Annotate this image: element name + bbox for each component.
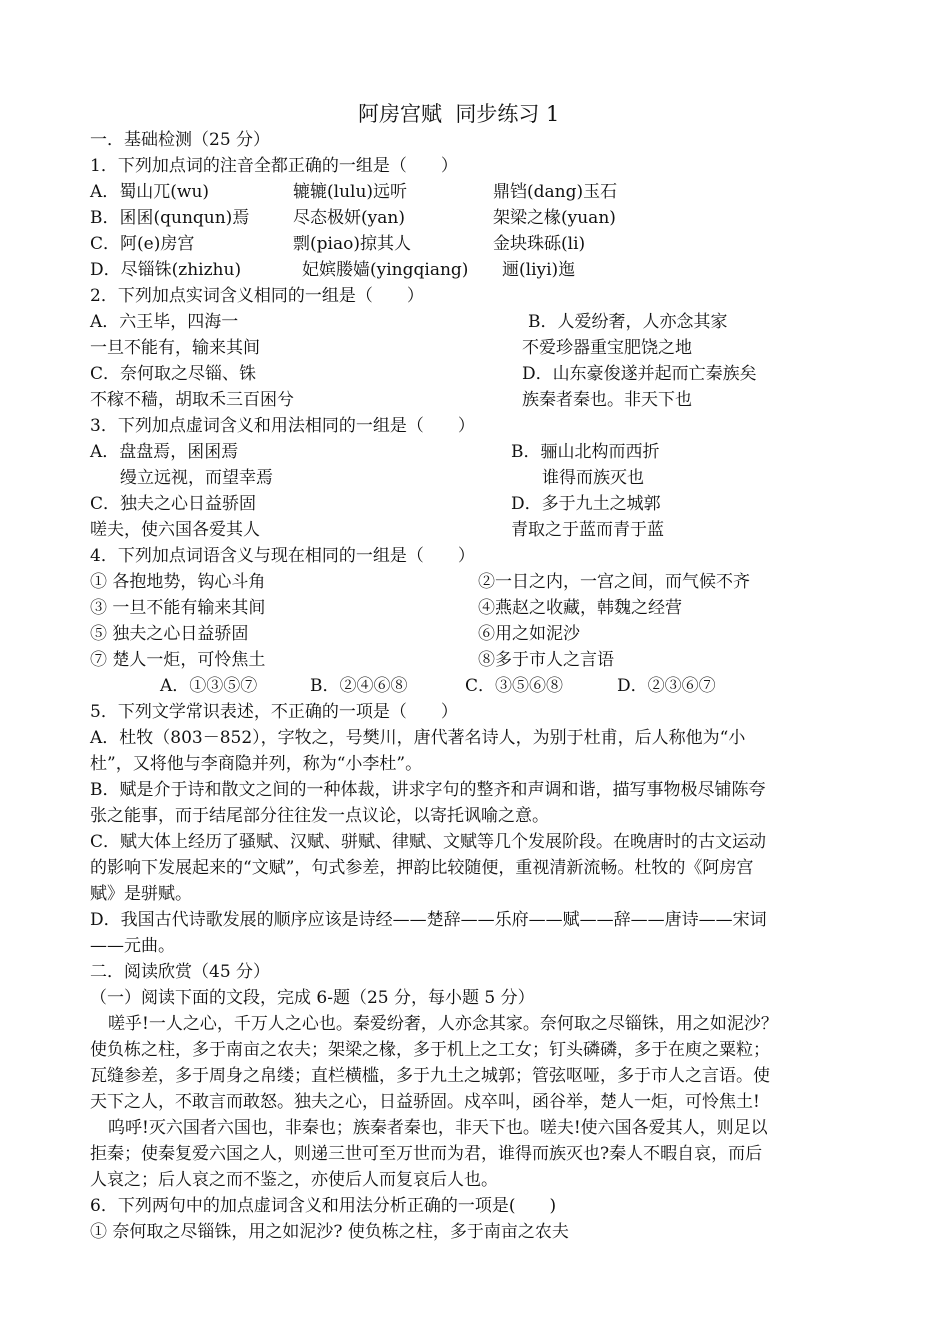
text-segment: 1．下列加点词的注音全都正确的一组是（ ） (90, 156, 458, 176)
text-segment: D．②③⑥⑦ (617, 676, 716, 696)
text-segment: C．奈何取之尽锱、铢 (90, 364, 257, 384)
text-segment: 6．下列两句中的加点虚词含义和用法分析正确的一项是( ) (90, 1196, 557, 1216)
text-segment: A．蜀山兀(wu) (90, 182, 210, 202)
text-segment: 一旦不能有，输来其间 (90, 338, 260, 358)
text-line (0, 1011, 950, 1037)
text-segment: 杜”，又将他与李商隐并列，称为“小李杜”。 (90, 754, 423, 774)
text-line (0, 803, 950, 829)
text-segment: ③ 一旦不能有输来其间 (90, 598, 266, 618)
text-line (0, 751, 950, 777)
text-segment: 嗟乎!一人之心，千万人之心也。秦爱纷奢，人亦念其家。奈何取之尽锱铢，用之如泥沙？ (108, 1014, 778, 1034)
text-line (0, 413, 950, 439)
text-line (0, 1219, 950, 1245)
text-segment: 青取之于蓝而青于蓝 (511, 520, 664, 540)
text-line (0, 283, 950, 309)
text-segment: 鼎铛(dang)玉石 (493, 182, 618, 202)
text-segment: 一．基础检测（25 分） (90, 130, 271, 150)
text-segment: ——元曲。 (90, 936, 175, 956)
text-segment: B．②④⑥⑧ (310, 676, 408, 696)
text-line (0, 205, 950, 231)
text-segment: 不稼不穑，胡取禾三百困兮 (90, 390, 294, 410)
text-line (0, 777, 950, 803)
text-segment: C．赋大体上经历了骚赋、汉赋、骈赋、律赋、文赋等几个发展阶段。在晚唐时的古文运动 (90, 832, 767, 852)
text-line (0, 1037, 950, 1063)
text-segment: 4．下列加点词语含义与现在相同的一组是（ ） (90, 546, 475, 566)
text-segment: 剽(piao)掠其人 (293, 234, 411, 254)
text-line (0, 881, 950, 907)
text-segment: 妃嫔媵嫱(yingqiang) (302, 260, 469, 280)
text-line (0, 153, 950, 179)
text-segment: 族秦者秦也。非天下也 (522, 390, 692, 410)
text-segment: B．囷囷(qunqun)焉 (90, 208, 250, 228)
page-title: 阿房宫赋 同步练习 1 (358, 102, 560, 126)
text-segment: A．六王毕，四海一 (90, 312, 239, 332)
text-segment: ⑧多于市人之言语 (478, 650, 614, 670)
text-segment: 的影响下发展起来的“文赋”，句式参差，押韵比较随便，重视清新流畅。杜牧的《阿房宫 (90, 858, 754, 878)
text-segment: 拒秦；使秦复爱六国之人，则递三世可至万世而为君，谁得而族灭也?秦人不暇自哀，而后 (90, 1144, 763, 1164)
text-segment: 尽态极妍(yan) (293, 208, 405, 228)
text-line (0, 1141, 950, 1167)
text-segment: 不爱珍器重宝肥饶之地 (522, 338, 692, 358)
text-segment: 辘辘(lulu)远听 (293, 182, 408, 202)
text-line (0, 1063, 950, 1089)
text-segment: D．尽锱铢(zhizhu) (90, 260, 242, 280)
text-line (0, 231, 950, 257)
text-line (0, 309, 950, 335)
text-line (0, 985, 950, 1011)
text-line (0, 1167, 950, 1193)
text-line (0, 127, 950, 153)
text-line (0, 907, 950, 933)
text-segment: 二．阅读欣赏（45 分） (90, 962, 271, 982)
text-line (0, 933, 950, 959)
text-segment: A．盘盘焉，囷囷焉 (90, 442, 239, 462)
text-line (0, 1193, 950, 1219)
text-line (0, 647, 950, 673)
text-segment: 架梁之椽(yuan) (493, 208, 616, 228)
text-line (0, 465, 950, 491)
text-segment: ④燕赵之收藏，韩魏之经营 (478, 598, 682, 618)
text-segment: 缦立远视，而望幸焉 (120, 468, 273, 488)
text-segment: C．阿(e)房宫 (90, 234, 195, 254)
text-segment: 3．下列加点虚词含义和用法相同的一组是（ ） (90, 416, 475, 436)
text-line (0, 959, 950, 985)
text-line (0, 179, 950, 205)
text-segment: 张之能事，而于结尾部分往往发一点议论，以寄托讽喻之意。 (90, 806, 549, 826)
text-segment: B．骊山北构而西折 (511, 442, 660, 462)
text-segment: ⑤ 独夫之心日益骄固 (90, 624, 249, 644)
text-segment: ① 奈何取之尽锱铢，用之如泥沙? 使负栋之柱，多于南亩之农夫 (90, 1222, 569, 1242)
text-segment: 2．下列加点实词含义相同的一组是（ ） (90, 286, 424, 306)
text-segment: C．独夫之心日益骄固 (90, 494, 257, 514)
text-segment: 逦(liyi)迤 (502, 260, 576, 280)
text-segment: ① 各抱地势，钩心斗角 (90, 572, 266, 592)
text-segment: D．多于九土之城郭 (511, 494, 661, 514)
text-line (0, 543, 950, 569)
text-segment: 天下之人，不敢言而敢怒。独夫之心，日益骄固。戍卒叫，函谷举，楚人一炬，可怜焦土! (90, 1092, 760, 1112)
text-line (0, 725, 950, 751)
text-segment: 5．下列文学常识表述，不正确的一项是（ ） (90, 702, 458, 722)
text-line (0, 569, 950, 595)
text-line (0, 673, 950, 699)
text-segment: B．人爱纷奢，人亦念其家 (528, 312, 728, 332)
text-segment: 赋》是骈赋。 (90, 884, 192, 904)
text-line (0, 829, 950, 855)
text-line (0, 855, 950, 881)
text-segment: 呜呼!灭六国者六国也，非秦也；族秦者秦也，非天下也。嗟夫!使六国各爱其人，则足以 (108, 1118, 768, 1138)
text-segment: ⑦ 楚人一炬，可怜焦土 (90, 650, 266, 670)
text-line (0, 1089, 950, 1115)
text-segment: ②一日之内，一宫之间，而气候不齐 (478, 572, 750, 592)
text-segment: C．③⑤⑥⑧ (465, 676, 564, 696)
text-segment: D．山东豪俊遂并起而亡秦族矣 (522, 364, 757, 384)
text-segment: ⑥用之如泥沙 (478, 624, 580, 644)
text-line (0, 257, 950, 283)
text-segment: 谁得而族灭也 (542, 468, 644, 488)
text-segment: B．赋是介于诗和散文之间的一种体裁，讲求字句的整齐和声调和谐，描写事物极尽铺陈夸 (90, 780, 766, 800)
text-segment: A．杜牧（803－852），字牧之，号樊川，唐代著名诗人，为别于杜甫，后人称他为“小 (90, 728, 746, 748)
text-line (0, 439, 950, 465)
text-segment: （一）阅读下面的文段，完成 6-题（25 分，每小题 5 分） (90, 988, 535, 1008)
text-line (0, 517, 950, 543)
text-line (0, 699, 950, 725)
text-segment: D．我国古代诗歌发展的顺序应该是诗经——楚辞——乐府——赋——辞——唐诗——宋词 (90, 910, 767, 930)
text-line (0, 361, 950, 387)
text-line (0, 1115, 950, 1141)
text-line (0, 621, 950, 647)
text-segment: 人哀之；后人哀之而不鉴之，亦使后人而复哀后人也。 (90, 1170, 498, 1190)
text-line (0, 595, 950, 621)
text-line (0, 387, 950, 413)
text-line (0, 335, 950, 361)
text-line (0, 491, 950, 517)
text-segment: 使负栋之柱，多于南亩之农夫；架梁之椽，多于机上之工女；钉头磷磷，多于在庾之粟粒； (90, 1040, 770, 1060)
text-segment: 瓦缝参差，多于周身之帛缕；直栏横槛，多于九土之城郭；管弦呕哑，多于市人之言语。使 (90, 1066, 770, 1086)
text-segment: 嗟夫，使六国各爱其人 (90, 520, 260, 540)
text-segment: 金块珠砾(li) (493, 234, 586, 254)
text-segment: A．①③⑤⑦ (160, 676, 258, 696)
